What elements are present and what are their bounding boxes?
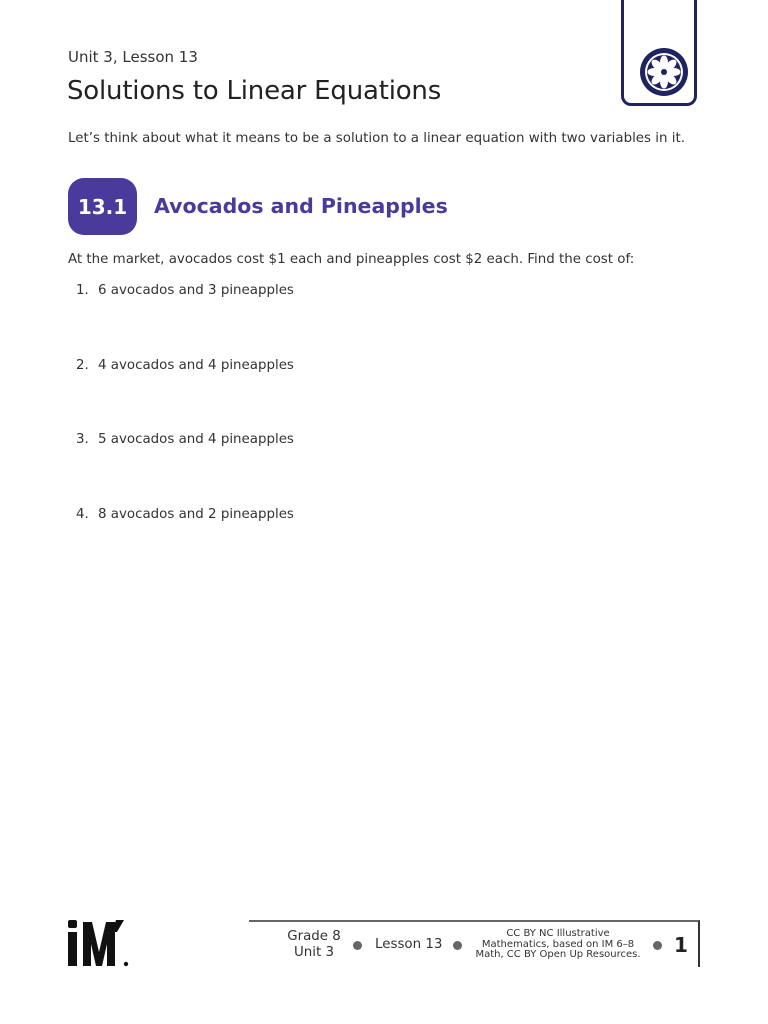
footer-license-line: CC BY NC Illustrative [506,928,610,939]
list-item-text: 8 avocados and 2 pineapples [98,507,294,522]
list-item [76,283,294,298]
footer-separator-dot [653,941,662,950]
footer-separator-dot [453,941,462,950]
footer-grade-unit [284,929,344,961]
activity-number-badge: 13.1 [68,178,137,235]
list-item-text: 6 avocados and 3 pineapples [98,283,294,298]
lesson-label: Unit 3, Lesson 13 [68,48,198,66]
list-item [76,358,294,373]
activity-title: Avocados and Pineapples [154,194,448,218]
list-item-number: 2. [76,358,89,373]
footer-separator-dot [353,941,362,950]
im-logo [67,918,131,970]
footer-grade: Grade 8 [287,929,341,944]
activity-prompt: At the market, avocados cost $1 each and pineapples cost $2 each. Find the cost of: [68,252,635,267]
footer-unit: Unit 3 [293,945,335,960]
lesson-intro: Let’s think about what it means to be a solution to a linear equation with two variables in it. [68,131,685,146]
list-item [76,507,294,522]
list-item-text: 5 avocados and 4 pineapples [98,432,294,447]
page-title: Solutions to Linear Equations [67,76,442,106]
citrus-slice-icon [637,45,691,99]
footer-license-line: Math, CC BY Open Up Resources. [475,949,641,960]
page-number: 1 [674,933,688,957]
footer-lesson: Lesson 13 [375,937,443,952]
footer-license-line: Mathematics, based on IM 6–8 [481,938,635,950]
list-item-number: 4. [76,507,89,522]
list-item [76,432,294,447]
list-item-number: 3. [76,432,89,447]
footer-license [472,929,644,961]
list-item-text: 4 avocados and 4 pineapples [98,358,294,373]
list-item-number: 1. [76,283,89,298]
